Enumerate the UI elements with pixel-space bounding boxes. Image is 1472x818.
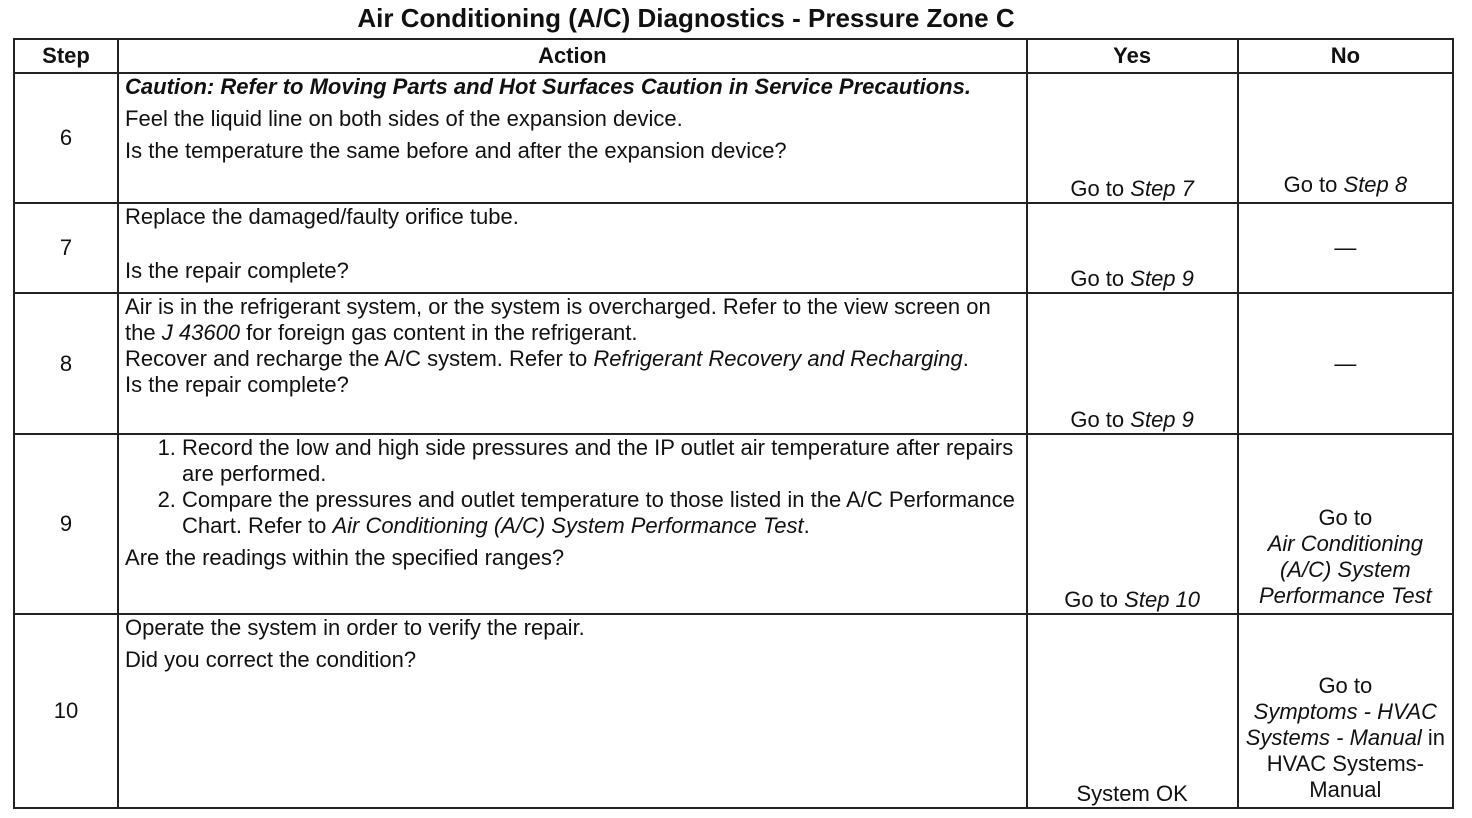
question-text: Is the repair complete? — [125, 258, 349, 283]
no-dash: — — [1334, 350, 1357, 376]
no-cell — [1238, 203, 1453, 293]
procedure-list — [125, 435, 1020, 539]
yes-step-link[interactable]: Step 10 — [1124, 587, 1201, 612]
no-prefix: Go to — [1318, 673, 1373, 698]
instruction-text — [125, 294, 1020, 346]
no-prefix: Go to — [1318, 505, 1373, 530]
no-prefix: Go to — [1283, 172, 1338, 197]
list-item-text: Compare the pressures and outlet temperature to those listed in the A/C Performance Chart. Refer to — [182, 487, 1015, 538]
instruction-text: Replace the damaged/faulty orifice tube. — [125, 204, 519, 229]
table-row — [14, 73, 1453, 203]
step-number: 10 — [14, 614, 118, 808]
no-reference — [1245, 699, 1446, 751]
no-cell — [1238, 434, 1453, 614]
list-item — [182, 487, 1020, 539]
instruction-text-start: Recover and recharge the A/C system. Refer to — [125, 346, 588, 371]
no-cell — [1238, 614, 1453, 808]
header-step: Step — [14, 39, 118, 73]
yes-result: System OK — [1076, 781, 1188, 806]
instruction-text: Feel the liquid line on both sides of the expansion device. — [125, 106, 683, 131]
yes-cell — [1027, 614, 1238, 808]
table-row — [14, 434, 1453, 614]
instruction-text — [125, 346, 1020, 372]
table-row — [14, 203, 1453, 293]
yes-prefix: Go to — [1064, 587, 1119, 612]
no-step-link[interactable]: Step 8 — [1343, 172, 1408, 197]
step-number: 9 — [14, 434, 118, 614]
action-cell — [118, 203, 1027, 293]
procedure-link[interactable]: Refrigerant Recovery and Recharging — [593, 346, 963, 371]
instruction-text-end: for foreign gas content in the refrigerant. — [246, 320, 638, 345]
page-title: Air Conditioning (A/C) Diagnostics - Pressure Zone C — [357, 3, 1015, 33]
yes-step-link[interactable]: Step 7 — [1130, 176, 1194, 201]
no-manual-name: HVAC Systems-Manual — [1266, 751, 1424, 802]
question-text: Are the readings within the specified ranges? — [125, 545, 565, 570]
table-row — [14, 614, 1453, 808]
yes-prefix: Go to — [1070, 266, 1125, 291]
question-text: Did you correct the condition? — [125, 647, 417, 672]
yes-cell — [1027, 203, 1238, 293]
table-header-row — [14, 39, 1453, 73]
yes-cell — [1027, 434, 1238, 614]
yes-step-link[interactable]: Step 9 — [1130, 407, 1194, 432]
question-text: Is the temperature the same before and after the expansion device? — [125, 138, 787, 163]
yes-cell — [1027, 73, 1238, 203]
procedure-link[interactable]: Air Conditioning (A/C) System Performance Test — [332, 513, 804, 538]
header-yes: Yes — [1027, 39, 1238, 73]
step-number: 7 — [14, 203, 118, 293]
list-item: 1. Record the low and high side pressures and the IP outlet air temperature after repairs are performed. — [182, 435, 1020, 487]
no-procedure-link[interactable]: Symptoms - HVAC Systems - Manual — [1245, 699, 1438, 750]
action-cell — [118, 434, 1027, 614]
no-dash: — — [1334, 235, 1357, 260]
instruction-text: Operate the system in order to verify the repair. — [125, 615, 585, 640]
no-cell — [1238, 293, 1453, 434]
tool-reference: J 43600 — [161, 320, 241, 345]
no-cell — [1238, 73, 1453, 203]
caution-text: Caution: Refer to Moving Parts and Hot Surfaces Caution in Service Precautions. — [125, 74, 971, 99]
step-number: 6 — [14, 73, 118, 203]
list-item-text-end: . — [803, 513, 810, 538]
diagnostic-table — [13, 38, 1454, 809]
action-cell — [118, 73, 1027, 203]
instruction-text-start: Air is in the refrigerant system, or the system is overcharged. Refer to the view screen on the — [125, 294, 991, 345]
action-cell — [118, 293, 1027, 434]
yes-prefix: Go to — [1070, 407, 1125, 432]
header-no: No — [1238, 39, 1453, 73]
header-action: Action — [118, 39, 1027, 73]
no-procedure-link[interactable]: Air Conditioning (A/C) System Performance Test — [1258, 531, 1432, 608]
yes-cell — [1027, 293, 1238, 434]
instruction-text-end: . — [962, 346, 969, 371]
yes-step-link[interactable]: Step 9 — [1130, 266, 1194, 291]
yes-prefix: Go to — [1070, 176, 1125, 201]
table-row — [14, 293, 1453, 434]
action-cell — [118, 614, 1027, 808]
step-number: 8 — [14, 293, 118, 434]
no-mid-text: in — [1427, 725, 1445, 750]
question-text: Is the repair complete? — [125, 372, 349, 397]
